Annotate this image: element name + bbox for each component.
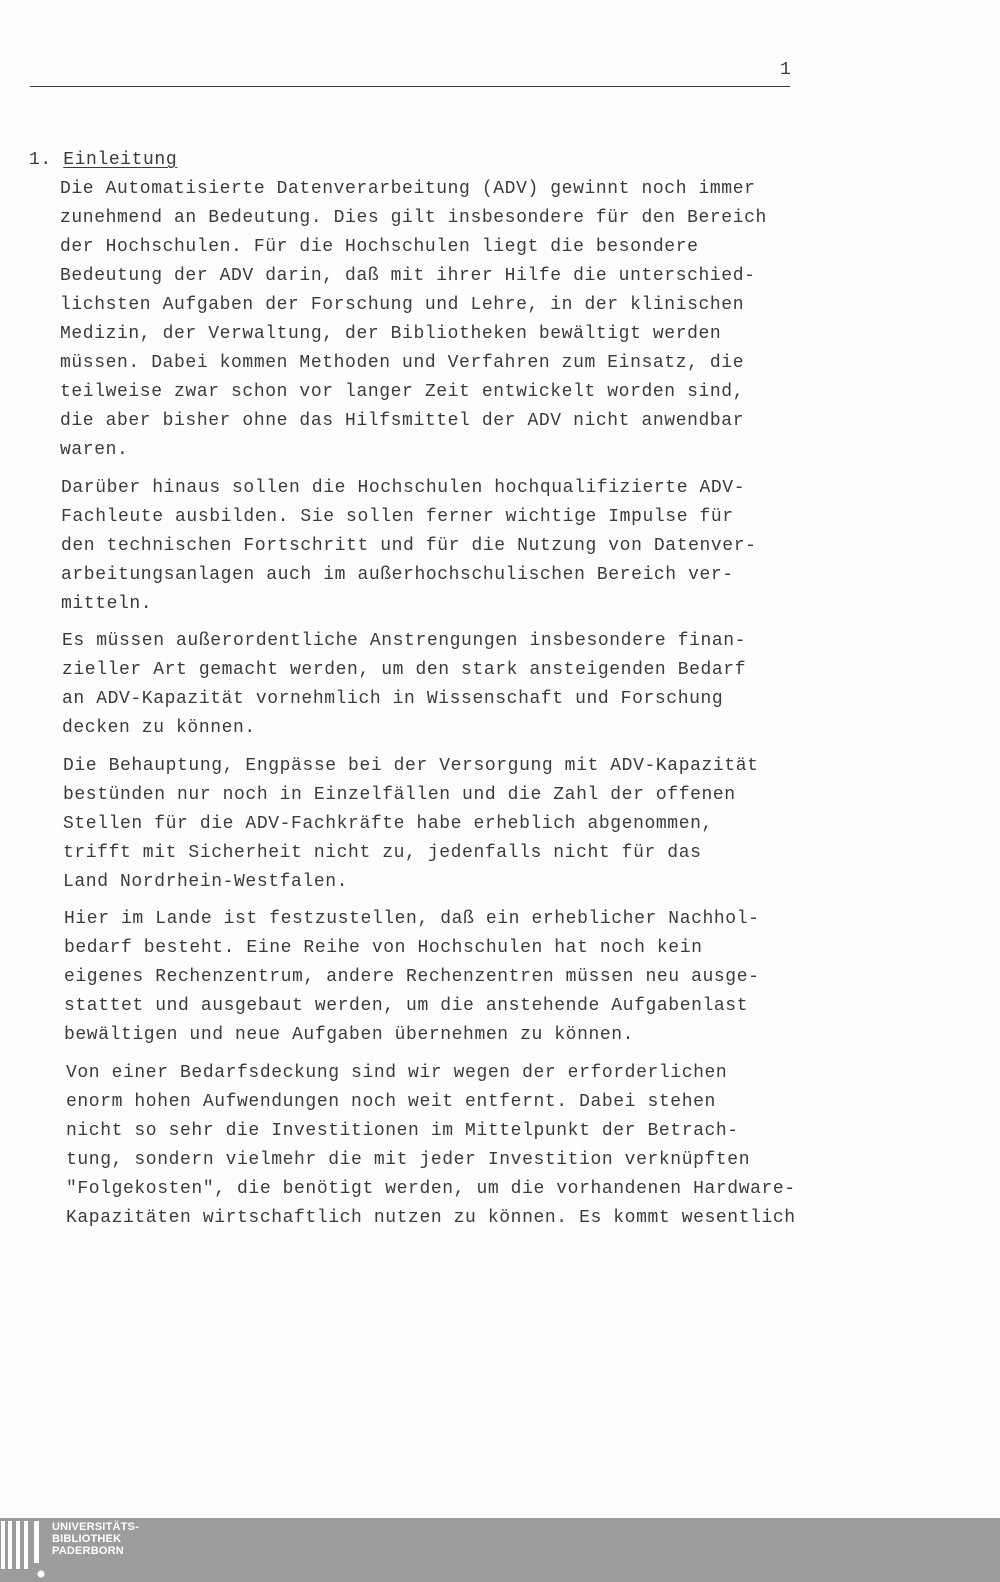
paragraph [60,175,767,465]
text-line: bestünden nur noch in Einzelfällen und die Zahl der offenen [63,785,736,805]
header-rule [30,86,790,87]
text-line: "Folgekosten", die benötigt werden, um die vorhandenen Hardware- [66,1179,796,1199]
page-number: 1 [780,60,791,80]
text-line: nicht so sehr die Investitionen im Mittelpunkt der Betrach- [66,1121,739,1141]
section-title: Einleitung [63,150,178,170]
text-line: decken zu können. [62,718,256,738]
text-line: den technischen Fortschritt und für die Nutzung von Datenver- [61,536,757,556]
paragraph [66,1059,796,1233]
text-line: Hier im Lande ist festzustellen, daß ein erheblicher Nachhol- [64,909,760,929]
paragraph [64,905,760,1050]
text-line: an ADV-Kapazität vornehmlich in Wissenschaft und Forschung [62,689,724,709]
logo-line: UNIVERSITÄTS- [52,1521,139,1533]
text-line: Darüber hinaus sollen die Hochschulen hochqualifizierte ADV- [61,478,746,498]
text-line: der Hochschulen. Für die Hochschulen liegt die besondere [60,237,699,257]
text-line: eigenes Rechenzentrum, andere Rechenzentren müssen neu ausge- [64,967,760,987]
paragraph [61,474,757,619]
text-line: tung, sondern vielmehr die mit jeder Investition verknüpften [66,1150,751,1170]
text-line: waren. [60,440,129,460]
text-line: Die Behauptung, Engpässe bei der Versorgung mit ADV-Kapazität [63,756,759,776]
text-line: bewältigen und neue Aufgaben übernehmen zu können. [64,1025,635,1045]
text-line: müssen. Dabei kommen Methoden und Verfahren zum Einsatz, die [60,353,745,373]
text-line: trifft mit Sicherheit nicht zu, jedenfalls nicht für das [63,843,702,863]
text-line: Die Automatisierte Datenverarbeitung (ADV) gewinnt noch immer [60,179,756,199]
text-line: Es müssen außerordentliche Anstrengungen insbesondere finan- [62,631,747,651]
text-line: arbeitungsanlagen auch im außerhochschulischen Bereich ver- [61,565,734,585]
text-line: Land Nordrhein-Westfalen. [63,872,349,892]
text-line: Fachleute ausbilden. Sie sollen ferner wichtige Impulse für [61,507,734,527]
library-logo-text [52,1521,139,1557]
text-line: zunehmend an Bedeutung. Dies gilt insbesondere für den Bereich [60,208,767,228]
library-footer-bar [0,1518,1000,1582]
text-line: Stellen für die ADV-Fachkräfte habe erheblich abgenommen, [63,814,713,834]
text-line: Bedeutung der ADV darin, daß mit ihrer Hilfe die unterschied- [60,266,756,286]
section-number: 1. [29,150,64,170]
text-line: mitteln. [61,594,153,614]
text-line: Von einer Bedarfsdeckung sind wir wegen der erforderlichen [66,1063,728,1083]
paragraph [63,752,759,897]
library-logo-icon [0,1518,50,1582]
text-line: zieller Art gemacht werden, um den stark ansteigenden Bedarf [62,660,747,680]
text-line: bedarf besteht. Eine Reihe von Hochschulen hat noch kein [64,938,703,958]
text-line: Medizin, der Verwaltung, der Bibliotheken bewältigt werden [60,324,722,344]
text-line: lichsten Aufgaben der Forschung und Lehre, in der klinischen [60,295,745,315]
logo-line: BIBLIOTHEK [52,1533,122,1545]
logo-line: PADERBORN [52,1545,124,1557]
text-line: stattet und ausgebaut werden, um die anstehende Aufgabenlast [64,996,749,1016]
text-line: enorm hohen Aufwendungen noch weit entfernt. Dabei stehen [66,1092,716,1112]
text-line: Kapazitäten wirtschaftlich nutzen zu können. Es kommt wesentlich [66,1208,796,1228]
text-line: die aber bisher ohne das Hilfsmittel der ADV nicht anwendbar [60,411,745,431]
section-heading [29,146,177,175]
paragraph [62,627,746,743]
text-line: teilweise zwar schon vor langer Zeit entwickelt worden sind, [60,382,745,402]
